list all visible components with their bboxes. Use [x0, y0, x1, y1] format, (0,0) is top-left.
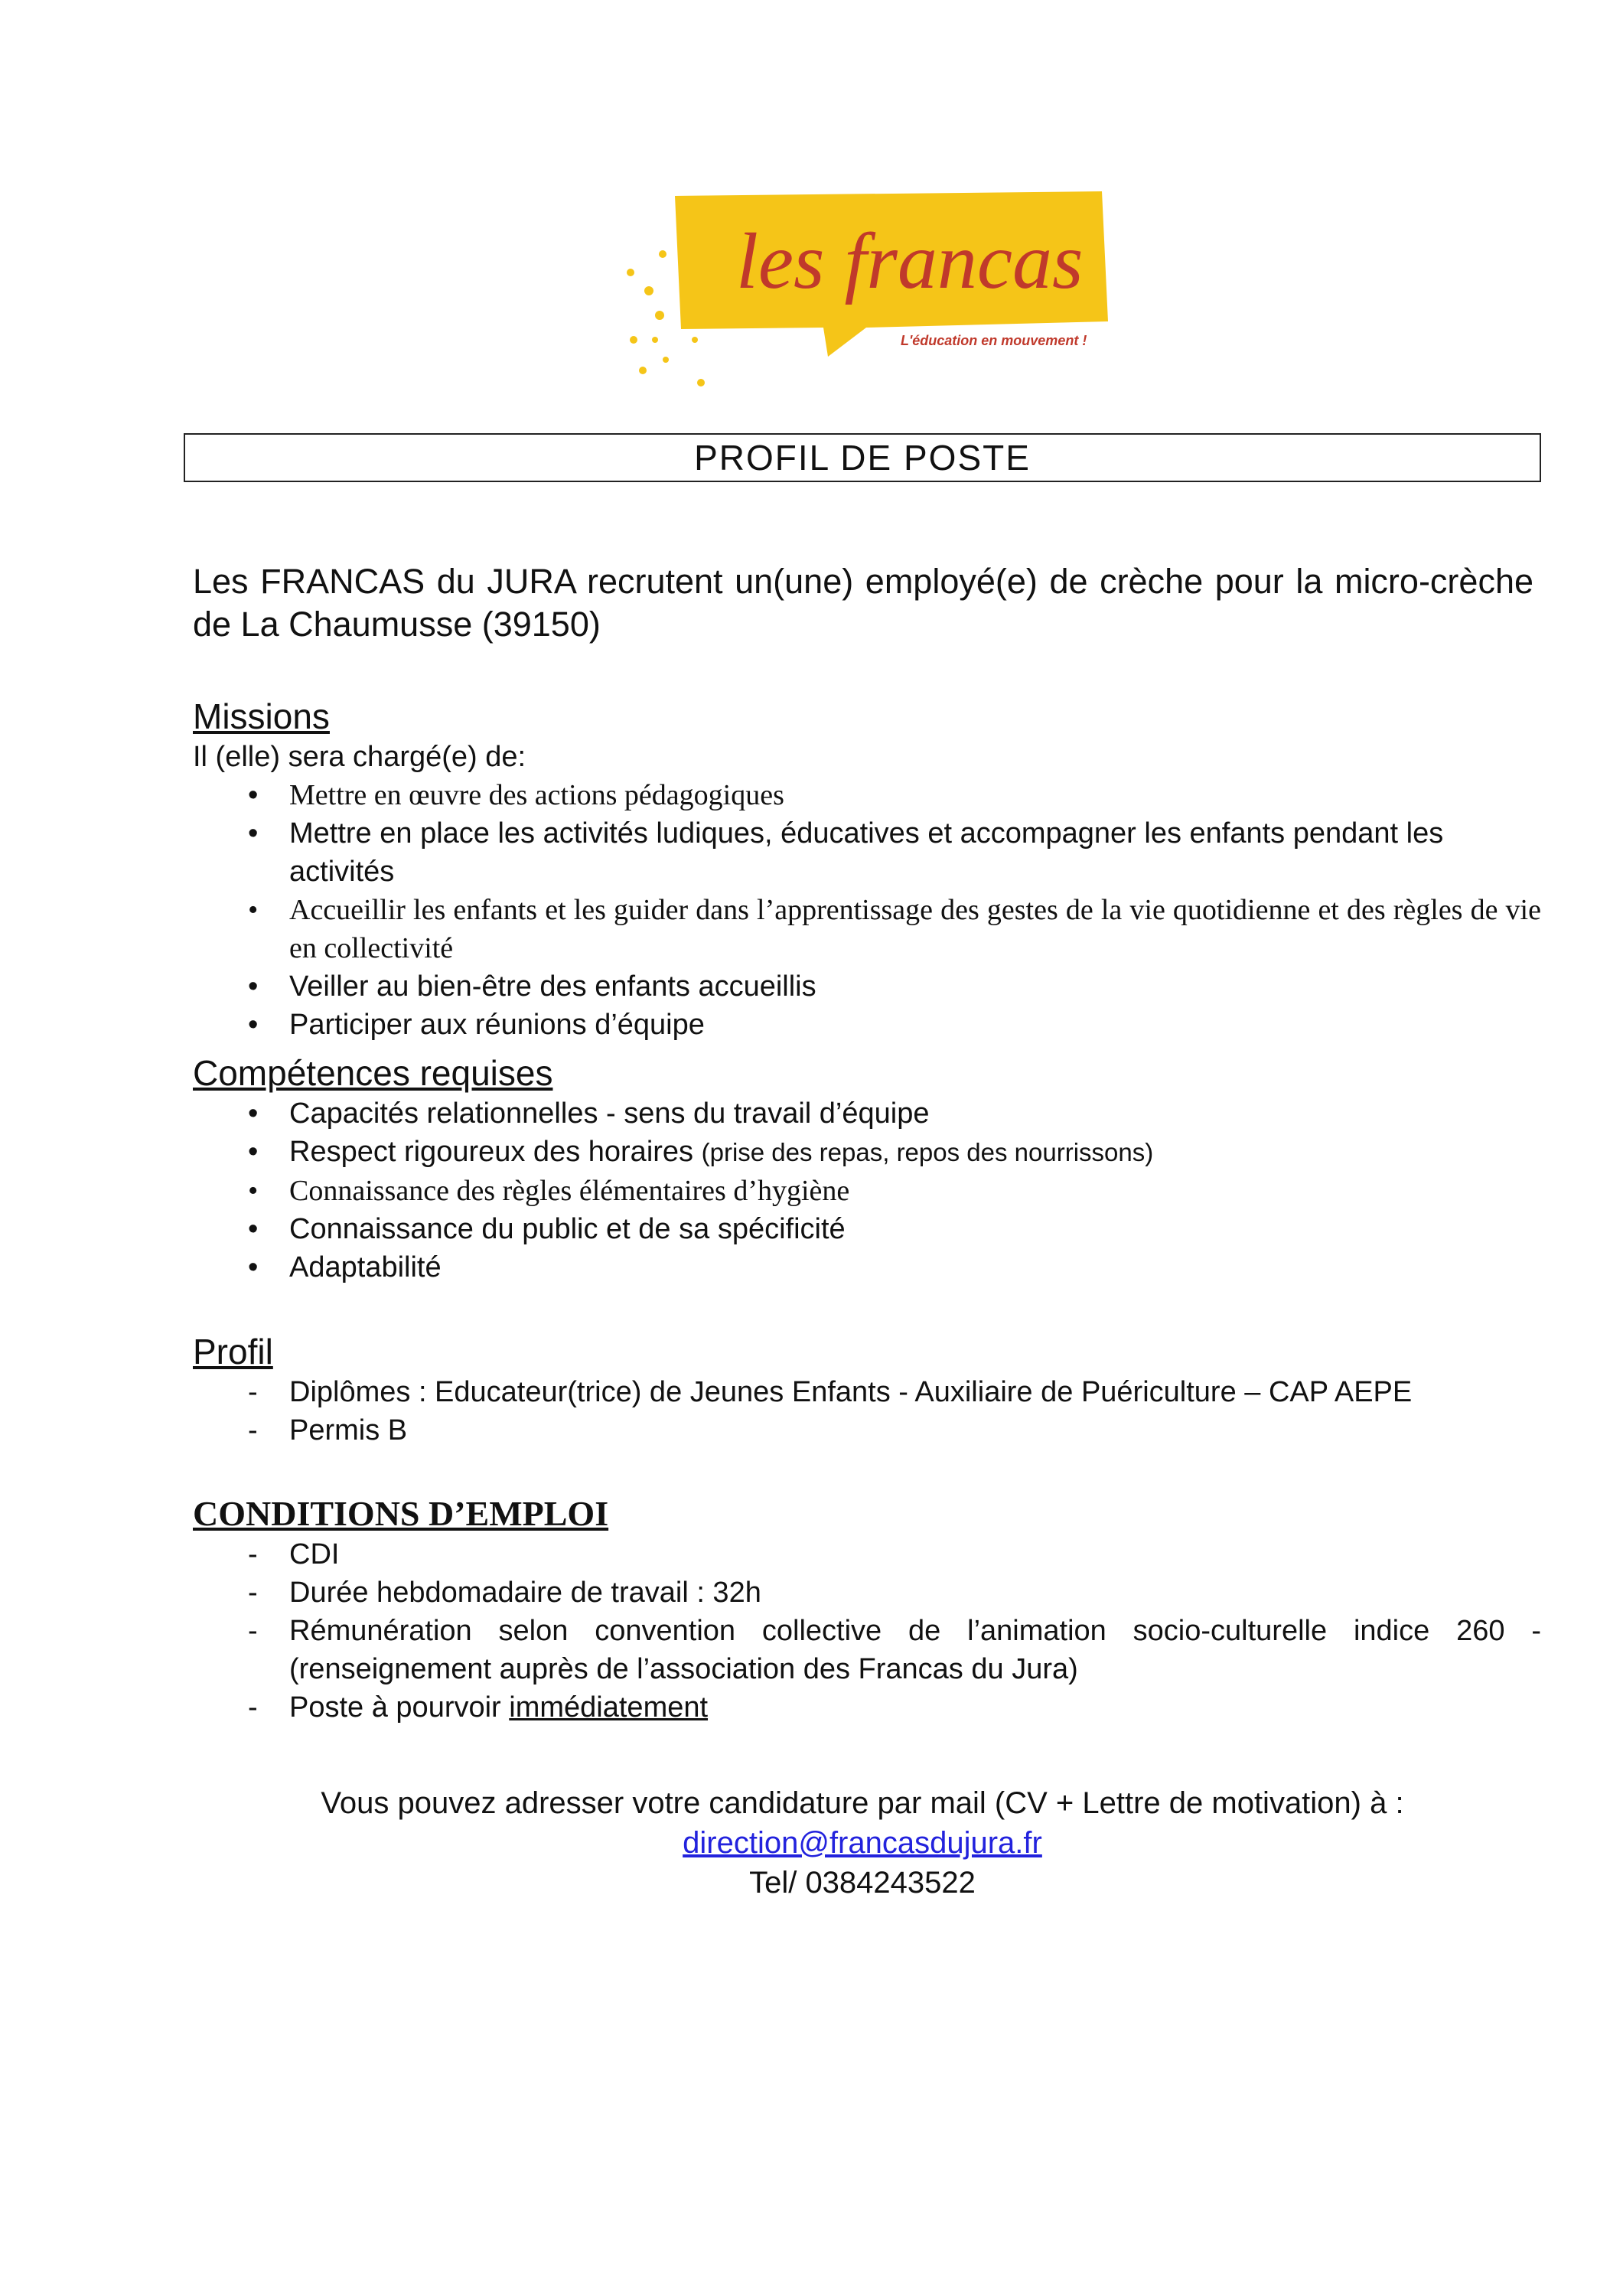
list-item: • Adaptabilité [193, 1248, 1541, 1287]
list-item: - Diplômes : Educateur(trice) de Jeunes Enfants - Auxiliaire de Puériculture – CAP AEPE [193, 1373, 1541, 1411]
list-item: • Mettre en œuvre des actions pédagogiques [193, 776, 1541, 814]
bullet-icon: • [248, 1213, 259, 1245]
immediately-text: immédiatement [509, 1691, 709, 1724]
missions-subheading: Il (elle) sera chargé(e) de: [193, 741, 526, 773]
bullet-icon: • [248, 1251, 259, 1283]
bullet-icon: • [248, 970, 259, 1003]
bullet-icon: • [248, 1009, 259, 1041]
contact-line: Vous pouvez adresser votre candidature par mail (CV + Lettre de motivation) à : [321, 1786, 1404, 1820]
page-title: PROFIL DE POSTE [184, 433, 1541, 482]
dash-icon: - [248, 1376, 258, 1408]
dash-icon: - [248, 1691, 258, 1724]
logo-tagline: L'éducation en mouvement ! [901, 333, 1087, 348]
profil-list [193, 1373, 1541, 1450]
list-item: - Durée hebdomadaire de travail : 32h [193, 1574, 1541, 1612]
list-item: • Mettre en place les activités ludiques, éducatives et accompagner les enfants pendant les activités [193, 814, 1541, 891]
list-item: - CDI [193, 1535, 1541, 1574]
francas-logo [621, 187, 1111, 395]
profil-heading: Profil [193, 1332, 273, 1371]
dash-icon: - [248, 1615, 258, 1647]
competences-note: (prise des repas, repos des nourrissons) [701, 1138, 1154, 1166]
bullet-icon: • [248, 1097, 259, 1130]
bullet-icon: • [248, 817, 259, 850]
conditions-section [193, 1492, 1541, 1727]
list-item: • Veiller au bien-être des enfants accueillis [193, 967, 1541, 1006]
contact-block [184, 1783, 1541, 1903]
list-item: • Respect rigoureux des horaires (prise des repas, repos des nourrissons) [193, 1133, 1541, 1172]
dash-icon: - [248, 1414, 258, 1446]
list-item: - Poste à pourvoir immédiatement [193, 1688, 1541, 1727]
missions-section [193, 695, 1541, 1044]
email-link[interactable]: direction@francasdujura.fr [683, 1826, 1042, 1860]
bullet-icon: • [248, 894, 259, 926]
bullet-icon: • [248, 1175, 259, 1207]
conditions-heading: CONDITIONS D’EMPLOI [193, 1494, 609, 1533]
list-item: • Participer aux réunions d’équipe [193, 1006, 1541, 1044]
profil-section [193, 1330, 1541, 1450]
competences-list [193, 1094, 1541, 1287]
list-item: • Accueillir les enfants et les guider dans l’apprentissage des gestes de la vie quotidienne et des règles de vie en collectivité [193, 891, 1541, 967]
dash-icon: - [248, 1577, 258, 1609]
list-item: • Connaissance du public et de sa spécificité [193, 1210, 1541, 1248]
phone-number: Tel/ 0384243522 [749, 1866, 976, 1900]
intro-paragraph: Les FRANCAS du JURA recrutent un(une) employé(e) de crèche pour la micro-crèche de La Chaumusse (39150) [193, 562, 1533, 644]
list-item: - Permis B [193, 1411, 1541, 1450]
bullet-icon: • [248, 779, 259, 811]
competences-section [193, 1052, 1541, 1287]
logo-brand-text: les francas [736, 217, 1084, 305]
list-item: • Connaissance des règles élémentaires d’hygiène [193, 1172, 1541, 1210]
logo-graphic [621, 187, 1111, 395]
missions-heading: Missions [193, 696, 330, 736]
missions-list [193, 776, 1541, 1044]
conditions-list [193, 1535, 1541, 1727]
competences-heading: Compétences requises [193, 1053, 553, 1093]
list-item: - Rémunération selon convention collective de l’animation socio-culturelle indice 260 - (renseignement auprès de l’association des Francas du Jura) [193, 1612, 1541, 1688]
list-item: • Capacités relationnelles - sens du travail d’équipe [193, 1094, 1541, 1133]
dash-icon: - [248, 1538, 258, 1570]
bullet-icon: • [248, 1136, 259, 1168]
